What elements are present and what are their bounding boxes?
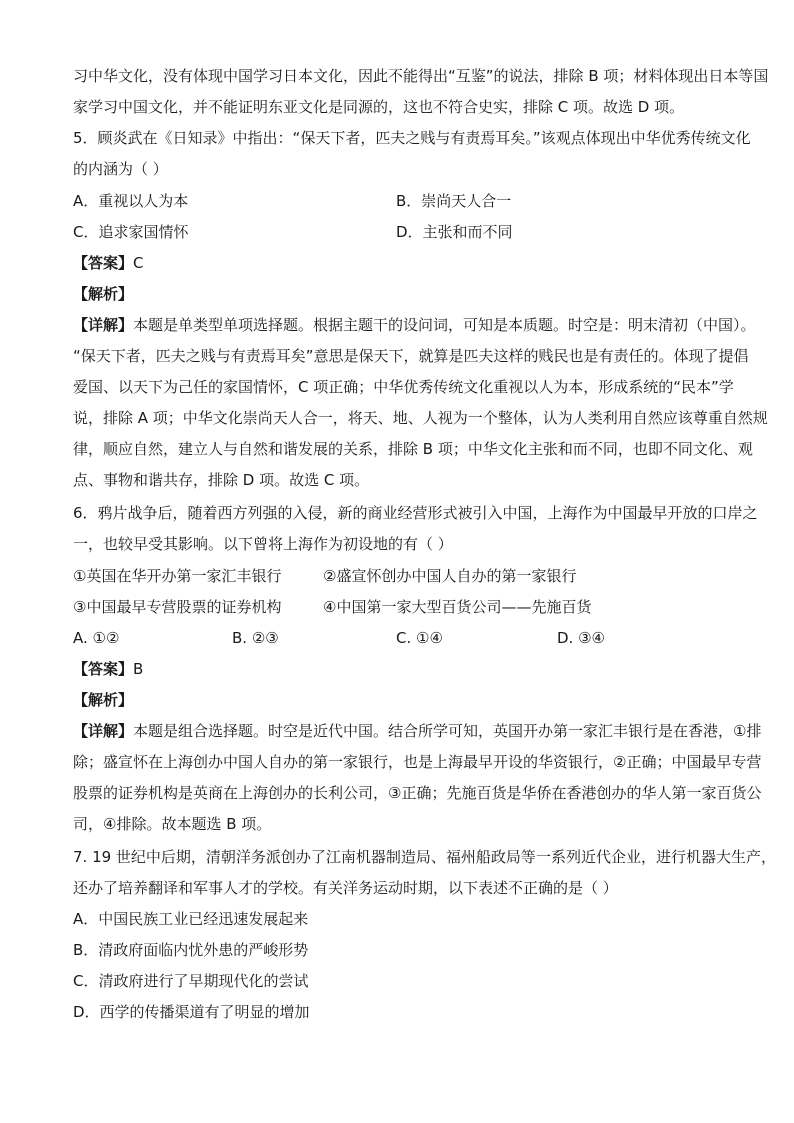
q5-detail-line-2: “保天下者，匹夫之贱与有责焉耳矣”意思是保天下，就算是匹夫这样的贱民也是有责任的。体现了提倡 (73, 347, 749, 365)
q6-item-2: ②盛宣怀创办中国人自办的第一家银行 (323, 567, 577, 585)
q6-answer (73, 659, 733, 679)
q5-detail-line-4: 说，排除 A 项；中华文化崇尚天人合一，将天、地、人视为一个整体，认为人类利用自然应该尊重自然规 (73, 409, 768, 427)
q6-option-c: C. ①④ (396, 629, 443, 647)
q5-option-d: D．主张和而不同 (396, 223, 513, 241)
q6-item-3: ③中国最早专营股票的证券机构 (73, 598, 282, 616)
q5-stem-line-2: 的内涵为（ ） (73, 160, 168, 178)
detail-tag: 【详解】 (73, 316, 134, 334)
detail-text: 本题是组合选择题。时空是近代中国。结合所学可知，英国开办第一家汇丰银行是在香港，①排 (133, 722, 762, 740)
q5-detail-line-1 (73, 315, 756, 335)
prev-analysis-line-2: 家学习中国文化，并不能证明东亚文化是同源的，这也不符合史实，排除 C 项。故选 D 项。 (73, 98, 685, 116)
q6-item-4: ④中国第一家大型百货公司——先施百货 (323, 598, 592, 616)
detail-tag: 【详解】 (73, 722, 134, 740)
q5-option-a: A．重视以人为本 (73, 192, 189, 210)
q6-option-b: B. ②③ (232, 629, 279, 647)
q7-option-a: A．中国民族工业已经迅速发展起来 (73, 910, 309, 928)
detail-text: 本题是单类型单项选择题。根据主题干的设问词，可知是本质题。时空是：明末清初（中国）。 (133, 316, 756, 334)
q6-detail-line-4: 司，④排除。故本题选 B 项。 (73, 815, 272, 833)
q5-detail-line-3: 爱国、以天下为己任的家国情怀，C 项正确；中华优秀传统文化重视以人为本，形成系统的“民本”学 (73, 378, 734, 396)
q7-option-d: D．西学的传播渠道有了明显的增加 (73, 1003, 310, 1021)
q6-option-a: A. ①② (73, 629, 120, 647)
q5-option-b: B．崇尚天人合一 (396, 192, 512, 210)
q6-detail-line-2: 除；盛宣怀在上海创办中国人自办的第一家银行，也是上海最早开设的华资银行，②正确；中国最早专营 (73, 753, 762, 771)
q7-option-b: B．清政府面临内忧外患的严峻形势 (73, 941, 309, 959)
answer-value: B (133, 660, 144, 678)
prev-analysis-line-1: 习中华文化，没有体现中国学习日本文化，因此不能得出“互鉴”的说法，排除 B 项；材料体现出日本等国 (73, 67, 769, 85)
q6-item-1: ①英国在华开办第一家汇丰银行 (73, 567, 282, 585)
q6-stem-line-2: 一，也较早受其影响。以下曾将上海作为初设地的有（ ） (73, 535, 453, 553)
q6-option-d: D. ③④ (557, 629, 605, 647)
q5-analysis-tag: 【解析】 (73, 285, 134, 303)
q5-stem-line-1: 5．顾炎武在《日知录》中指出：“保天下者，匹夫之贱与有责焉耳矣。”该观点体现出中华优秀传统文化 (73, 129, 751, 147)
q7-option-c: C．清政府进行了早期现代化的尝试 (73, 972, 309, 990)
q7-stem-line-2: 还办了培养翻译和军事人才的学校。有关洋务运动时期，以下表述不正确的是（ ） (73, 879, 618, 897)
q6-detail-line-3: 股票的证券机构是英商在上海创办的长利公司，③正确；先施百货是华侨在香港创办的华人第一家百货公 (73, 784, 762, 802)
answer-value: C (133, 254, 144, 272)
q5-option-c: C．追求家国情怀 (73, 223, 189, 241)
answer-tag: 【答案】 (73, 254, 134, 272)
q5-detail-line-6: 点、事物和谐共存，排除 D 项。故选 C 项。 (73, 471, 370, 489)
q7-stem-line-1: 7. 19 世纪中后期，清朝洋务派创办了江南机器制造局、福州船政局等一系列近代企业，进行机器大生产， (73, 848, 776, 866)
q6-analysis-tag: 【解析】 (73, 691, 134, 709)
q5-answer (73, 253, 733, 273)
q6-stem-line-1: 6．鸦片战争后，随着西方列强的入侵，新的商业经营形式被引入中国，上海作为中国最早开放的口岸之 (73, 504, 758, 522)
q6-detail-line-1 (73, 721, 762, 741)
q5-detail-line-5: 律，顺应自然，建立人与自然和谐发展的关系，排除 B 项；中华文化主张和而不同，也即不同文化、观 (73, 440, 753, 458)
answer-tag: 【答案】 (73, 660, 134, 678)
